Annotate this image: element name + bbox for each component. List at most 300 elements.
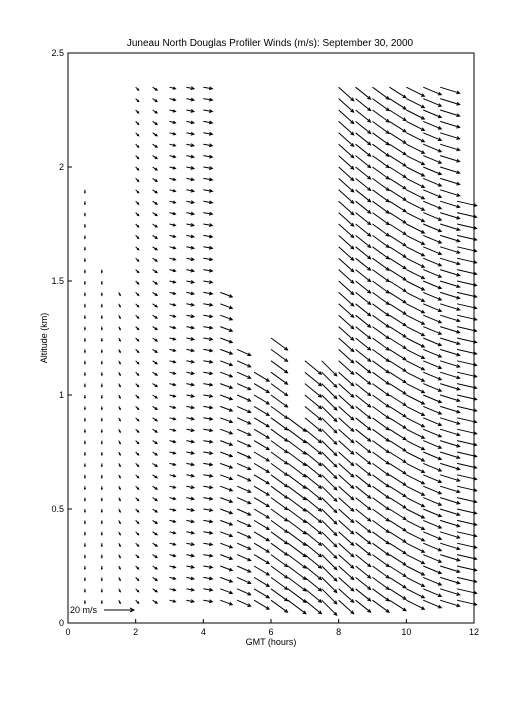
wind-vector	[203, 406, 212, 409]
wind-vector	[389, 247, 406, 257]
wind-vector	[389, 441, 406, 452]
wind-vector	[119, 589, 121, 592]
wind-vector	[119, 361, 121, 364]
wind-vector	[237, 543, 251, 549]
wind-vector	[153, 509, 158, 512]
wind-vector	[440, 258, 460, 265]
wind-vector	[186, 212, 194, 215]
wind-vector	[203, 520, 212, 523]
wind-vector	[203, 452, 212, 455]
wind-vector	[356, 372, 371, 384]
wind-vector	[271, 395, 288, 407]
wind-vector	[373, 486, 390, 498]
wind-vector	[84, 532, 85, 535]
wind-vector	[406, 270, 424, 279]
wind-vector	[220, 600, 232, 605]
wind-vector	[271, 372, 288, 384]
wind-vector	[237, 600, 251, 606]
wind-vector	[440, 429, 460, 436]
wind-vector	[339, 441, 354, 455]
wind-vector	[271, 577, 288, 589]
wind-vector	[373, 167, 390, 179]
wind-vector	[203, 212, 212, 215]
wind-vector	[440, 520, 460, 527]
wind-vector	[406, 258, 424, 267]
wind-vector	[220, 475, 232, 480]
wind-vector	[339, 144, 354, 158]
wind-vector	[339, 418, 354, 432]
wind-vector	[356, 281, 371, 293]
wind-vector	[440, 509, 460, 516]
wind-vector	[254, 441, 269, 450]
wind-vector	[440, 361, 460, 368]
wind-vector	[203, 155, 212, 158]
wind-vector	[254, 475, 269, 484]
wind-vector	[356, 520, 371, 532]
wind-vector	[406, 566, 424, 575]
wind-vector	[186, 565, 194, 568]
wind-vector	[101, 532, 102, 535]
wind-vector	[170, 418, 176, 420]
wind-vector	[389, 475, 406, 486]
wind-vector	[153, 133, 158, 136]
wind-vector	[186, 178, 194, 181]
wind-vector	[406, 463, 424, 472]
wind-vector	[440, 372, 460, 379]
wind-vector	[423, 327, 441, 335]
wind-vector	[186, 246, 194, 249]
wind-vector	[356, 361, 371, 373]
wind-vector	[237, 532, 251, 538]
wind-vector	[322, 372, 337, 387]
wind-vector	[237, 589, 251, 595]
wind-vector	[186, 417, 194, 420]
wind-vector	[356, 475, 371, 487]
wind-vector	[136, 99, 139, 102]
wind-vector	[339, 372, 354, 386]
wind-vector	[406, 532, 424, 541]
wind-vector	[170, 566, 176, 568]
wind-vector	[170, 543, 176, 545]
wind-vector	[84, 258, 85, 261]
wind-vector	[203, 474, 212, 477]
wind-vector	[423, 372, 441, 380]
wind-vector	[203, 121, 212, 124]
wind-vector	[356, 178, 371, 190]
wind-vector	[271, 532, 288, 544]
wind-vector	[136, 258, 139, 261]
wind-vector	[170, 509, 176, 511]
wind-vector	[84, 566, 85, 569]
wind-vector	[406, 144, 424, 153]
wind-vector	[322, 577, 337, 592]
wind-vector	[339, 338, 354, 352]
wind-vector	[339, 99, 354, 113]
wind-vector	[170, 167, 176, 169]
wind-vector	[339, 247, 354, 260]
wind-vector	[356, 555, 371, 567]
wind-vector	[220, 395, 232, 400]
wind-vector	[356, 349, 371, 361]
wind-vector	[136, 486, 139, 489]
wind-vector	[220, 452, 232, 457]
wind-vector	[339, 292, 354, 306]
wind-vector	[373, 463, 390, 475]
wind-vector	[237, 475, 251, 481]
wind-vector	[153, 600, 158, 603]
wind-vector	[440, 577, 460, 584]
wind-vector	[101, 441, 102, 444]
wind-vector	[136, 156, 139, 159]
wind-vector	[153, 486, 158, 489]
wind-vector	[203, 201, 212, 204]
wind-vector	[423, 600, 441, 608]
wind-vector	[186, 109, 194, 112]
wind-vector	[170, 497, 176, 499]
wind-vector	[423, 110, 441, 118]
wind-vector	[119, 292, 121, 295]
wind-vector	[271, 406, 288, 418]
wind-vector	[170, 429, 176, 431]
wind-vector	[423, 156, 441, 164]
wind-vector	[440, 156, 460, 163]
wind-vector	[203, 509, 212, 512]
wind-vector	[220, 327, 232, 332]
wind-vector	[389, 292, 406, 303]
wind-vector	[373, 349, 390, 361]
wind-vector	[119, 315, 121, 318]
wind-vector	[406, 384, 424, 393]
wind-vector	[440, 395, 460, 402]
wind-vector	[440, 133, 460, 140]
wind-vector	[170, 395, 176, 397]
wind-vector	[356, 384, 371, 396]
wind-vector	[440, 543, 460, 550]
wind-vector	[389, 315, 406, 326]
wind-vector	[373, 133, 390, 145]
wind-vector	[440, 315, 460, 322]
wind-vector	[356, 270, 371, 282]
wind-vector	[119, 566, 121, 569]
wind-vector	[339, 213, 354, 227]
wind-vector	[203, 281, 212, 284]
wind-vector	[101, 509, 102, 512]
wind-vector	[356, 87, 371, 99]
wind-vector	[356, 190, 371, 202]
wind-vector	[406, 395, 424, 404]
wind-vector	[373, 156, 390, 168]
wind-vector	[322, 395, 337, 410]
wind-vector	[423, 213, 441, 221]
wind-vector	[440, 532, 460, 539]
wind-vector	[389, 463, 406, 474]
wind-vector	[84, 486, 85, 489]
wind-vector	[373, 498, 390, 510]
wind-vector	[440, 190, 460, 197]
wind-vector	[186, 394, 194, 397]
wind-vector	[203, 178, 212, 181]
wind-vector	[84, 463, 85, 466]
wind-vector	[153, 406, 158, 409]
wind-vector	[220, 566, 232, 571]
wind-vector	[373, 258, 390, 270]
wind-vector	[153, 224, 158, 227]
wind-vector	[136, 395, 139, 398]
wind-vector	[356, 452, 371, 464]
wind-vector	[84, 452, 85, 455]
wind-vector	[271, 543, 288, 555]
wind-vector	[254, 418, 269, 427]
wind-vector	[373, 361, 390, 373]
wind-vector	[339, 349, 354, 363]
wind-vector	[389, 361, 406, 372]
wind-vector	[220, 520, 232, 525]
wind-vector	[440, 600, 460, 607]
wind-vector	[406, 338, 424, 347]
wind-vector	[356, 418, 371, 430]
wind-vector	[84, 589, 85, 592]
wind-vector	[339, 304, 354, 318]
wind-vector	[203, 167, 212, 170]
wind-vector	[440, 247, 460, 254]
wind-vector	[339, 121, 354, 134]
wind-vector	[423, 441, 441, 449]
wind-vector	[203, 497, 212, 500]
wind-vector	[339, 133, 354, 147]
wind-vector	[119, 600, 121, 603]
wind-vector	[153, 99, 158, 102]
wind-vector	[186, 486, 194, 489]
wind-vector	[373, 224, 390, 236]
wind-vector	[203, 463, 212, 466]
wind-vector	[406, 577, 424, 586]
wind-vector	[153, 258, 158, 261]
wind-vector	[406, 418, 424, 427]
wind-vector	[84, 190, 85, 193]
wind-vector	[186, 372, 194, 375]
wind-vector	[203, 554, 212, 557]
wind-vector	[406, 452, 424, 461]
wind-vector	[136, 441, 139, 444]
wind-vector	[440, 498, 460, 505]
wind-vector	[389, 520, 406, 531]
wind-vector	[339, 315, 354, 329]
wind-vector	[170, 235, 176, 237]
wind-vector	[203, 531, 212, 534]
wind-vector	[237, 384, 251, 390]
wind-vector	[373, 338, 390, 350]
wind-vector	[389, 418, 406, 429]
wind-vector	[119, 418, 121, 421]
wind-vector	[440, 327, 460, 334]
wind-vector	[84, 418, 85, 421]
wind-vector	[373, 600, 390, 612]
wind-vector	[356, 566, 371, 578]
wind-vector	[254, 589, 269, 598]
wind-vector	[271, 418, 288, 430]
wind-vector	[136, 133, 139, 136]
wind-vector	[406, 190, 424, 199]
wind-vector	[271, 463, 288, 475]
wind-vector	[389, 384, 406, 395]
wind-vector	[153, 384, 158, 387]
wind-vector	[136, 509, 139, 512]
wind-vector	[389, 589, 406, 600]
wind-vector	[406, 589, 424, 598]
wind-vector	[220, 532, 232, 537]
wind-vector	[356, 235, 371, 247]
wind-vector	[339, 463, 354, 477]
wind-vector	[101, 589, 102, 592]
wind-vector	[254, 452, 269, 461]
wind-vector	[119, 452, 121, 455]
wind-vector	[101, 315, 102, 318]
wind-vector	[271, 555, 288, 567]
wind-vector	[170, 258, 176, 260]
wind-vector	[119, 520, 121, 523]
wind-vector	[84, 292, 85, 295]
wind-vector	[440, 486, 460, 493]
wind-vector	[170, 532, 176, 534]
wind-vector	[220, 338, 232, 343]
wind-vector	[203, 246, 212, 249]
wind-vector	[153, 475, 158, 478]
wind-vector	[136, 304, 139, 307]
wind-vector	[170, 212, 176, 214]
wind-vector	[203, 110, 212, 113]
wind-vector	[84, 372, 85, 375]
wind-vector	[373, 144, 390, 156]
wind-vector	[170, 269, 176, 271]
y-tick-label: 1.5	[51, 276, 64, 286]
wind-vector	[423, 463, 441, 471]
wind-vector	[186, 98, 194, 101]
wind-vector	[389, 224, 406, 235]
wind-vector	[389, 133, 406, 144]
wind-vector	[220, 361, 232, 366]
wind-vector	[101, 304, 102, 307]
wind-vector	[339, 87, 354, 101]
wind-vector	[170, 144, 176, 146]
wind-vector	[186, 155, 194, 158]
wind-vector	[373, 520, 390, 532]
wind-vector	[373, 178, 390, 190]
wind-vector	[406, 201, 424, 210]
wind-vector	[322, 384, 337, 399]
wind-vector	[406, 327, 424, 336]
wind-vector	[220, 418, 232, 423]
wind-vector	[373, 452, 390, 464]
wind-vector	[203, 87, 212, 90]
wind-vector	[186, 531, 194, 534]
wind-vector	[153, 167, 158, 170]
wind-vector	[373, 384, 390, 396]
wind-vector	[153, 235, 158, 238]
wind-vector	[254, 577, 269, 586]
wind-vector	[339, 498, 354, 512]
wind-vector	[254, 372, 269, 381]
wind-vector	[356, 463, 371, 475]
wind-vector	[220, 349, 232, 354]
wind-vector	[322, 600, 337, 615]
wind-vector	[373, 270, 390, 282]
wind-vector	[119, 395, 121, 398]
wind-vector	[153, 178, 158, 181]
wind-vector	[153, 463, 158, 466]
wind-vector	[339, 190, 354, 204]
wind-vector	[153, 338, 158, 341]
wind-vector	[423, 133, 441, 141]
wind-vector	[170, 349, 176, 351]
wind-vector	[101, 566, 102, 569]
wind-vector	[203, 588, 212, 591]
wind-vector	[170, 577, 176, 579]
wind-vector	[389, 270, 406, 281]
wind-vector	[136, 577, 139, 580]
wind-vector	[440, 589, 460, 596]
wind-vector	[153, 395, 158, 398]
wind-vector	[389, 213, 406, 224]
wind-vector	[356, 406, 371, 418]
wind-vector	[406, 213, 424, 222]
wind-vector	[389, 304, 406, 315]
wind-vector	[153, 418, 158, 421]
wind-vector	[271, 384, 288, 396]
wind-vector	[406, 509, 424, 518]
wind-vector	[389, 167, 406, 178]
wind-vector	[254, 429, 269, 438]
wind-vector	[101, 520, 102, 523]
wind-vector	[186, 463, 194, 466]
wind-vector	[186, 269, 194, 272]
wind-vector	[119, 532, 121, 535]
wind-vector	[170, 440, 176, 442]
wind-vector	[339, 600, 354, 614]
wind-vector	[389, 87, 406, 98]
wind-vector	[440, 213, 460, 220]
wind-vector	[153, 441, 158, 444]
wind-vector	[186, 520, 194, 523]
wind-vector	[153, 110, 158, 113]
wind-vector	[101, 577, 102, 580]
wind-vector	[136, 532, 139, 535]
wind-vector	[84, 213, 85, 216]
wind-vector	[170, 178, 176, 180]
wind-vector	[271, 349, 288, 361]
wind-vector	[84, 304, 85, 307]
wind-vector	[220, 292, 232, 297]
wind-vector	[84, 475, 85, 478]
wind-vector	[356, 258, 371, 270]
wind-vector	[119, 441, 121, 444]
wind-vector	[237, 509, 251, 515]
wind-vector	[254, 395, 269, 404]
wind-vector	[423, 520, 441, 528]
wind-vector	[153, 121, 158, 124]
wind-vector	[170, 554, 176, 556]
wind-vector	[423, 270, 441, 278]
wind-vector	[339, 406, 354, 420]
wind-vector	[356, 201, 371, 213]
wind-vector	[170, 304, 176, 306]
wind-vector	[423, 384, 441, 392]
wind-vector	[237, 395, 251, 401]
wind-vector	[373, 429, 390, 441]
wind-vector	[322, 429, 337, 444]
wind-vector	[186, 440, 194, 443]
wind-vector	[119, 372, 121, 375]
wind-vector	[423, 395, 441, 403]
